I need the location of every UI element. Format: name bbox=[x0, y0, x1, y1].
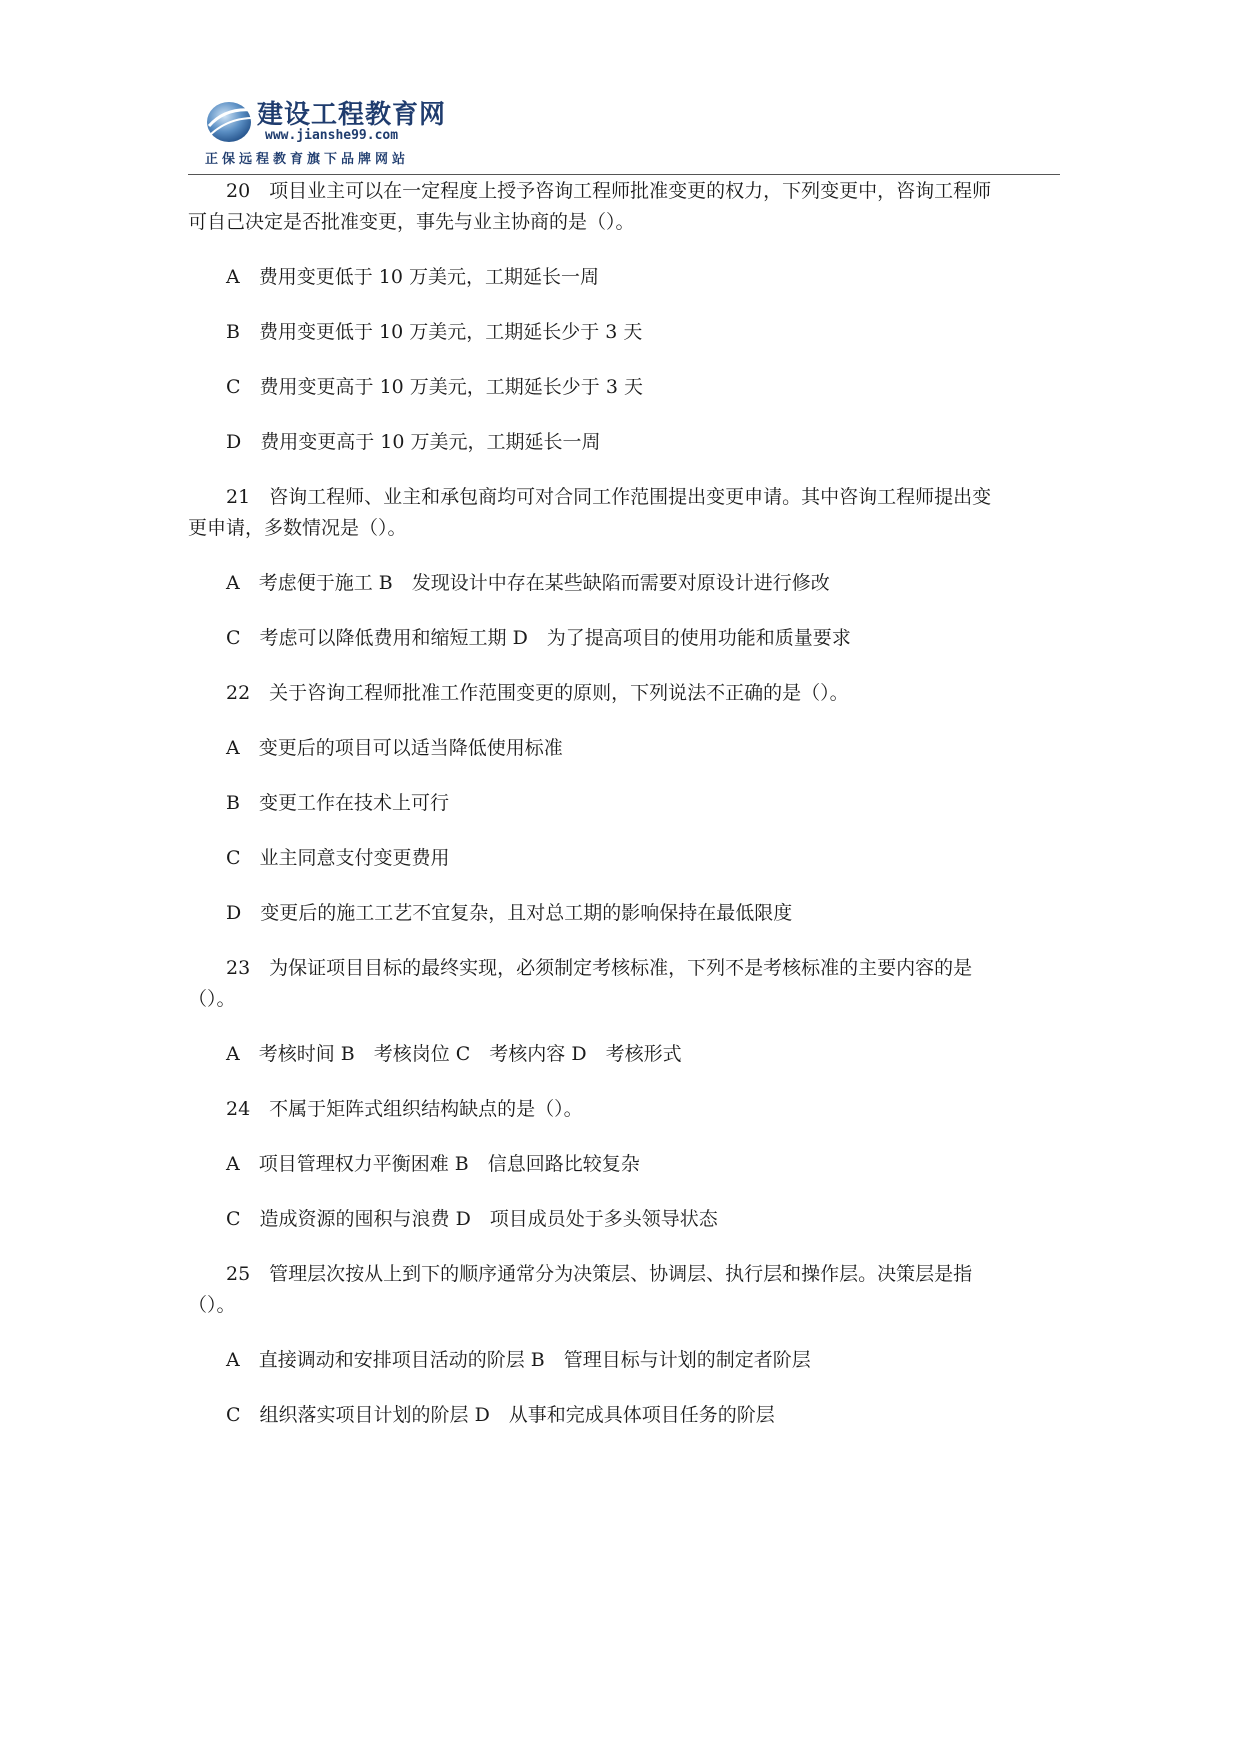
site-url: www.jianshe99.com bbox=[265, 128, 399, 143]
question-block bbox=[188, 482, 1060, 654]
answer-option: C 组织落实项目计划的阶层 D 从事和完成具体项目任务的阶层 bbox=[188, 1404, 775, 1426]
answer-option: A 项目管理权力平衡困难 B 信息回路比较复杂 bbox=[188, 1153, 640, 1175]
answer-option: C 造成资源的囤积与浪费 D 项目成员处于多头领导状态 bbox=[188, 1208, 718, 1230]
question-block bbox=[188, 1259, 1060, 1431]
site-slogan: 正保远程教育旗下品牌网站 bbox=[205, 152, 410, 167]
answer-option: C 费用变更高于 10 万美元，工期延长少于 3 天 bbox=[188, 376, 643, 398]
answer-option: A 考核时间 B 考核岗位 C 考核内容 D 考核形式 bbox=[188, 1043, 682, 1065]
answer-option: A 考虑便于施工 B 发现设计中存在某些缺陷而需要对原设计进行修改 bbox=[188, 572, 830, 594]
question-text: 20 项目业主可以在一定程度上授予咨询工程师批准变更的权力，下列变更中，咨询工程师 bbox=[188, 180, 992, 202]
question-block bbox=[188, 678, 1060, 929]
answer-option: C 考虑可以降低费用和缩短工期 D 为了提高项目的使用功能和质量要求 bbox=[188, 627, 851, 649]
question-text: 21 咨询工程师、业主和承包商均可对合同工作范围提出变更申请。其中咨询工程师提出变 bbox=[188, 486, 992, 508]
question-block bbox=[188, 1094, 1060, 1235]
site-header bbox=[205, 92, 465, 168]
answer-option: A 直接调动和安排项目活动的阶层 B 管理目标与计划的制定者阶层 bbox=[188, 1349, 811, 1371]
question-text: 25 管理层次按从上到下的顺序通常分为决策层、协调层、执行层和操作层。决策层是指 bbox=[188, 1263, 973, 1285]
question-text: 更申请，多数情况是（）。 bbox=[188, 517, 407, 539]
answer-option: B 费用变更低于 10 万美元，工期延长少于 3 天 bbox=[188, 321, 643, 343]
question-text: 22 关于咨询工程师批准工作范围变更的原则，下列说法不正确的是（）。 bbox=[188, 682, 849, 704]
header-divider bbox=[188, 174, 1060, 175]
site-name: 建设工程教育网 bbox=[257, 100, 447, 130]
question-block bbox=[188, 176, 1060, 458]
answer-option: A 费用变更低于 10 万美元，工期延长一周 bbox=[188, 266, 599, 288]
answer-option: C 业主同意支付变更费用 bbox=[188, 847, 450, 869]
answer-option: D 变更后的施工工艺不宜复杂，且对总工期的影响保持在最低限度 bbox=[188, 902, 793, 924]
question-text: 可自己决定是否批准变更，事先与业主协商的是（）。 bbox=[188, 211, 635, 233]
question-block bbox=[188, 953, 1060, 1070]
question-list bbox=[188, 176, 1060, 1431]
question-text: （）。 bbox=[188, 1294, 236, 1316]
globe-logo-icon bbox=[205, 96, 255, 144]
question-text: 23 为保证项目目标的最终实现，必须制定考核标准，下列不是考核标准的主要内容的是 bbox=[188, 957, 973, 979]
answer-option: D 费用变更高于 10 万美元，工期延长一周 bbox=[188, 431, 601, 453]
question-text: 24 不属于矩阵式组织结构缺点的是（）。 bbox=[188, 1098, 583, 1120]
answer-option: B 变更工作在技术上可行 bbox=[188, 792, 449, 814]
question-text: （）。 bbox=[188, 988, 236, 1010]
answer-option: A 变更后的项目可以适当降低使用标准 bbox=[188, 737, 563, 759]
